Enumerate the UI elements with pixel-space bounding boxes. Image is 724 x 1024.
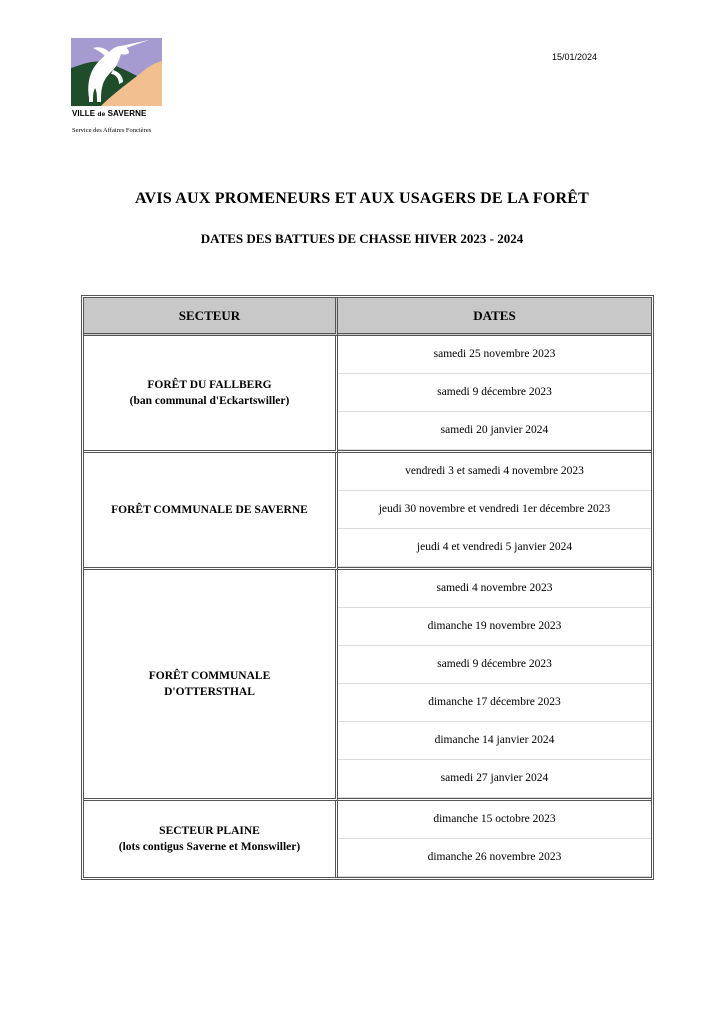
sector-name-line: FORÊT COMMUNALE — [148, 670, 271, 682]
date-item: dimanche 26 novembre 2023 — [338, 839, 651, 877]
table-row — [84, 336, 651, 453]
document-date: 15/01/2024 — [552, 52, 598, 62]
table-header-row — [84, 298, 651, 336]
sector-cell — [84, 570, 338, 801]
sector-name-line: SECTEUR PLAINE — [159, 825, 260, 837]
table-row — [84, 570, 651, 801]
logo-caption — [72, 109, 146, 118]
date-item: dimanche 17 décembre 2023 — [338, 684, 651, 722]
sector-name-line: (ban communal d'Eckartswiller) — [129, 395, 290, 407]
city-logo — [71, 38, 162, 106]
dates-cell — [338, 570, 651, 801]
page-subtitle: DATES DES BATTUES DE CHASSE HIVER 2023 - 2024 — [200, 231, 524, 246]
date-item: dimanche 15 octobre 2023 — [338, 801, 651, 839]
date-item: jeudi 4 et vendredi 5 janvier 2024 — [338, 529, 651, 567]
date-item: vendredi 3 et samedi 4 novembre 2023 — [338, 453, 651, 491]
date-list — [338, 336, 651, 450]
date-item: samedi 9 décembre 2023 — [338, 374, 651, 412]
table-body — [84, 336, 651, 877]
unicorn-emblem-icon — [71, 38, 162, 106]
date-item: samedi 27 janvier 2024 — [338, 760, 651, 798]
date-item: samedi 20 janvier 2024 — [338, 412, 651, 450]
sector-name-line: (lots contigus Saverne et Monswiller) — [118, 841, 301, 853]
date-item: jeudi 30 novembre et vendredi 1er décembre 2023 — [338, 491, 651, 529]
logo-text-small: de — [97, 111, 106, 118]
dates-cell — [338, 801, 651, 877]
date-item: samedi 4 novembre 2023 — [338, 570, 651, 608]
dates-cell — [338, 453, 651, 570]
logo-text-main: VILLE — [72, 109, 96, 118]
sector-name-line: FORÊT DU FALLBERG — [147, 379, 272, 391]
header-dates: DATES — [338, 298, 651, 336]
sector-cell — [84, 336, 338, 453]
sector-name-line: FORÊT COMMUNALE DE SAVERNE — [111, 504, 308, 516]
table-row — [84, 801, 651, 877]
service-name: Service des Affaires Foncières — [72, 127, 152, 134]
table-row — [84, 453, 651, 570]
date-list — [338, 453, 651, 567]
dates-cell — [338, 336, 651, 453]
sector-cell — [84, 453, 338, 570]
date-item: samedi 25 novembre 2023 — [338, 336, 651, 374]
logo-text-city: SAVERNE — [107, 109, 147, 118]
date-item: dimanche 14 janvier 2024 — [338, 722, 651, 760]
header-secteur: SECTEUR — [84, 298, 338, 336]
sector-cell — [84, 801, 338, 877]
date-item: dimanche 19 novembre 2023 — [338, 608, 651, 646]
date-list — [338, 801, 651, 877]
date-item: samedi 9 décembre 2023 — [338, 646, 651, 684]
page-title: AVIS AUX PROMENEURS ET AUX USAGERS DE LA FORÊT — [134, 190, 590, 207]
date-list — [338, 570, 651, 798]
hunt-dates-table — [81, 295, 654, 880]
sector-name-line: D'OTTERSTHAL — [164, 686, 255, 698]
